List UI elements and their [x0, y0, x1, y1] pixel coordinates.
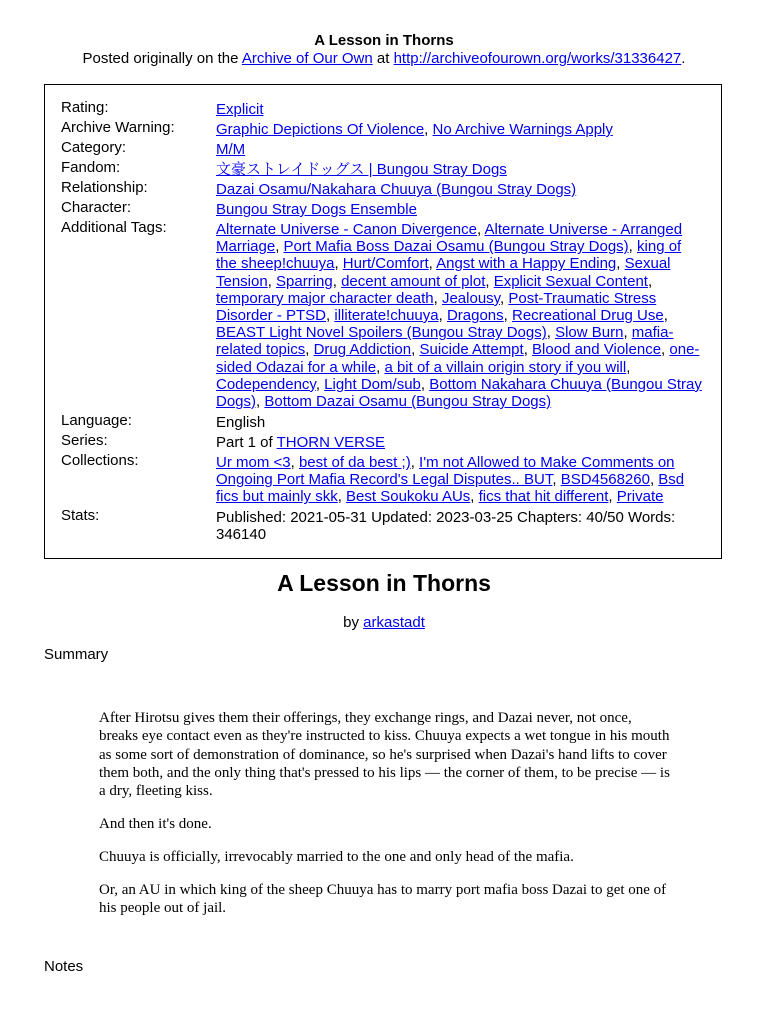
- tag-link[interactable]: Sparring: [276, 272, 333, 290]
- tag-link[interactable]: Sexual Tension: [216, 255, 671, 290]
- tag-link[interactable]: 文豪ストレイドッグス | Bungou Stray Dogs: [216, 161, 507, 178]
- tag-link[interactable]: Port Mafia Boss Dazai Osamu (Bungou Stray Dogs): [283, 238, 629, 256]
- tag-link[interactable]: Slow Burn: [555, 324, 624, 342]
- work-url-link[interactable]: http://archiveofourown.org/works/31336427: [393, 50, 682, 67]
- tag-link[interactable]: Angst with a Happy Ending: [436, 255, 617, 273]
- fandom-label: Fandom:: [61, 159, 121, 176]
- tag-link[interactable]: Dazai Osamu/Nakahara Chuuya (Bungou Stray Dogs): [216, 181, 577, 198]
- summary-paragraph: Or, an AU in which king of the sheep Chuuya has to marry port mafia boss Dazai to get one of his people out of jail.: [99, 882, 667, 917]
- tag-link[interactable]: Alternate Universe - Canon Divergence: [216, 221, 477, 238]
- author-link[interactable]: arkastadt: [363, 614, 425, 631]
- tag-link[interactable]: M/M: [216, 141, 246, 158]
- metadata-box: [44, 84, 722, 559]
- series-value: [216, 434, 706, 451]
- fandom-tags: [216, 161, 706, 178]
- posted-prefix: Posted originally on the: [82, 50, 239, 67]
- tag-link[interactable]: Dragons: [446, 307, 504, 325]
- tag-link[interactable]: one-sided Odazai for a while: [216, 341, 700, 376]
- url-period: .: [681, 50, 686, 67]
- tag-link[interactable]: Bottom Nakahara Chuuya (Bungou Stray Dogs): [216, 375, 702, 411]
- tag-link[interactable]: king of the sheep!chuuya: [216, 238, 682, 273]
- tag-link[interactable]: BSD4568260: [560, 471, 650, 489]
- relationship-tags: [216, 181, 706, 198]
- character-tags: [216, 201, 706, 218]
- tag-link[interactable]: decent amount of plot: [341, 272, 486, 290]
- tag-link[interactable]: Graphic Depictions Of Violence: [216, 121, 425, 138]
- category-tags: [216, 141, 706, 158]
- category-label: Category:: [61, 139, 127, 156]
- tag-link[interactable]: temporary major character death: [216, 289, 434, 307]
- tag-link[interactable]: fics that hit different: [478, 488, 609, 506]
- tag-link[interactable]: Suicide Attempt: [419, 341, 524, 359]
- rating-label: Rating:: [61, 99, 109, 116]
- tag-link[interactable]: Codependency: [216, 375, 316, 393]
- tag-link[interactable]: Drug Addiction: [313, 341, 412, 359]
- series-link[interactable]: THORN VERSE: [276, 434, 385, 451]
- tag-link[interactable]: mafia-related topics: [216, 324, 674, 359]
- tag-link[interactable]: Hurt/Comfort: [342, 255, 429, 273]
- tag-link[interactable]: Bottom Dazai Osamu (Bungou Stray Dogs): [264, 393, 552, 411]
- rating-tags: [216, 101, 706, 118]
- document-title: A Lesson in Thorns: [314, 32, 454, 49]
- tag-link[interactable]: Jealousy: [441, 289, 501, 307]
- series-prefix: Part 1 of: [216, 434, 273, 451]
- collections-label: Collections:: [61, 452, 139, 469]
- archive-link[interactable]: Archive of Our Own: [241, 50, 373, 67]
- tag-link[interactable]: Ur mom <3: [216, 454, 291, 471]
- warning-tags: Graphic Depictions Of Violence, No Archive Warnings Apply: [216, 121, 613, 138]
- summary-paragraph: Chuuya is officially, irrevocably married to the one and only head of the mafia.: [99, 849, 574, 865]
- language-value: English: [216, 414, 266, 431]
- additional-label: Additional Tags:: [61, 219, 167, 236]
- stats-label: Stats:: [61, 507, 100, 524]
- tag-link[interactable]: BEAST Light Novel Spoilers (Bungou Stray Dogs): [216, 324, 547, 342]
- summary-paragraph: And then it's done.: [99, 816, 212, 832]
- tag-link[interactable]: a bit of a villain origin story if you will: [384, 358, 627, 376]
- additional-tags: Alternate Universe - Canon Divergence, Alternate Universe - Arranged Marriage, Port Mafia Boss Dazai Osamu (Bungou Stray Dogs), king of the sheep!chuuya, Hurt/Comfort, Angst with a Happy Ending, Sexual Tension, Sparring, decent amount of plot, Explicit Sexual Content, temporary major character death, Jealousy, Post-Traumatic Stress Disorder - PTSD, illiterate!chuuya, Dragons, Recreational Drug Use, BEAST Light Novel Spoilers (Bungou Stray Dogs), Slow Burn, mafia-related topics, Drug Addiction, Suicide Attempt, Blood and Violence, one-sided Odazai for a while, a bit of a villain origin story if you will, Codependency, Light Dom/sub, Bottom Nakahara Chuuya (Bungou Stray Dogs), Bottom Dazai Osamu (Bungou Stray Dogs): [216, 221, 702, 411]
- tag-link[interactable]: Blood and Violence: [532, 341, 662, 359]
- notes-heading: Notes: [44, 958, 84, 975]
- warning-label: Archive Warning:: [61, 119, 175, 136]
- summary-paragraph: After Hirotsu gives them their offerings, they exchange rings, and Dazai never, not once, breaks eye contact even as they're instructed to kiss. Chuuya expects a wet tongue in his mouth as some sort of demonstration of dominance, so he's surprised when Dazai's hand lifts to cover them both, and the only thing that's pressed to his lips — the corner of them, to be precise — is a dry, fleeting kiss.: [99, 710, 670, 800]
- tag-link[interactable]: Recreational Drug Use: [512, 307, 664, 325]
- collections-tags: Ur mom <3, best of da best ;), I'm not Allowed to Make Comments on Ongoing Port Mafia Record's Legal Disputes.. BUT, BSD4568260, Bsd fics but mainly skk, Best Soukoku AUs, fics that hit different, Private: [216, 454, 685, 506]
- character-label: Character:: [61, 199, 132, 216]
- at-word: at: [376, 50, 390, 67]
- work-title: A Lesson in Thorns: [277, 570, 491, 596]
- tag-link[interactable]: Bsd fics but mainly skk: [216, 471, 685, 506]
- series-label: Series:: [61, 432, 108, 449]
- tag-link[interactable]: Bungou Stray Dogs Ensemble: [216, 201, 417, 218]
- tag-link[interactable]: Explicit Sexual Content: [493, 272, 648, 290]
- tag-link[interactable]: Best Soukoku AUs: [346, 488, 471, 506]
- tag-link[interactable]: Explicit: [216, 101, 264, 118]
- byline: [0, 614, 768, 631]
- tag-link[interactable]: Light Dom/sub: [324, 375, 421, 393]
- tag-link[interactable]: Post-Traumatic Stress Disorder - PTSD: [216, 289, 657, 325]
- tag-link[interactable]: Alternate Universe - Arranged Marriage: [216, 221, 683, 256]
- stats-value: Published: 2021-05-31 Updated: 2023-03-25 Chapters: 40/50 Words: 346140: [216, 509, 676, 544]
- relationship-label: Relationship:: [61, 179, 148, 196]
- tag-link[interactable]: illiterate!chuuya: [334, 307, 439, 325]
- tag-link[interactable]: best of da best ;): [298, 454, 411, 471]
- tag-link[interactable]: Private: [616, 488, 664, 506]
- tag-link[interactable]: No Archive Warnings Apply: [432, 121, 613, 138]
- language-label: Language:: [61, 412, 132, 429]
- by-word: by: [343, 614, 359, 631]
- summary-heading: Summary: [44, 646, 109, 663]
- tag-link[interactable]: I'm not Allowed to Make Comments on Ongoing Port Mafia Record's Legal Disputes.. BUT: [216, 454, 675, 489]
- posted-line: [0, 50, 768, 67]
